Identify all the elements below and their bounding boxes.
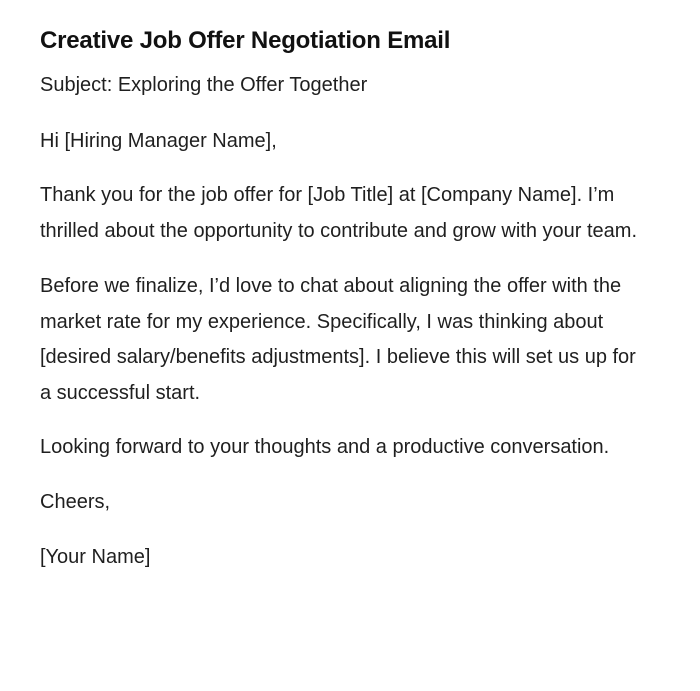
email-signature: [Your Name]: [40, 546, 151, 568]
email-body-paragraph-3: Looking forward to your thoughts and a productive conversation.: [40, 436, 610, 458]
email-body-paragraph-2: Before we finalize, I’d love to chat about aligning the offer with the market rate for my experience. Specifically, I was thinking about [desired salary/benefits adjustments]. I believe this will set us up for a successful start.: [40, 275, 636, 404]
email-greeting: Hi [Hiring Manager Name],: [40, 129, 277, 152]
email-subject-line: Subject: Exploring the Offer Together: [40, 74, 368, 96]
email-body-paragraph-1: Thank you for the job offer for [Job Title] at [Company Name]. I’m thrilled about the opportunity to contribute and grow with your team.: [40, 184, 638, 242]
document-title: Creative Job Offer Negotiation Email: [40, 27, 451, 54]
email-closing: Cheers,: [40, 490, 111, 513]
